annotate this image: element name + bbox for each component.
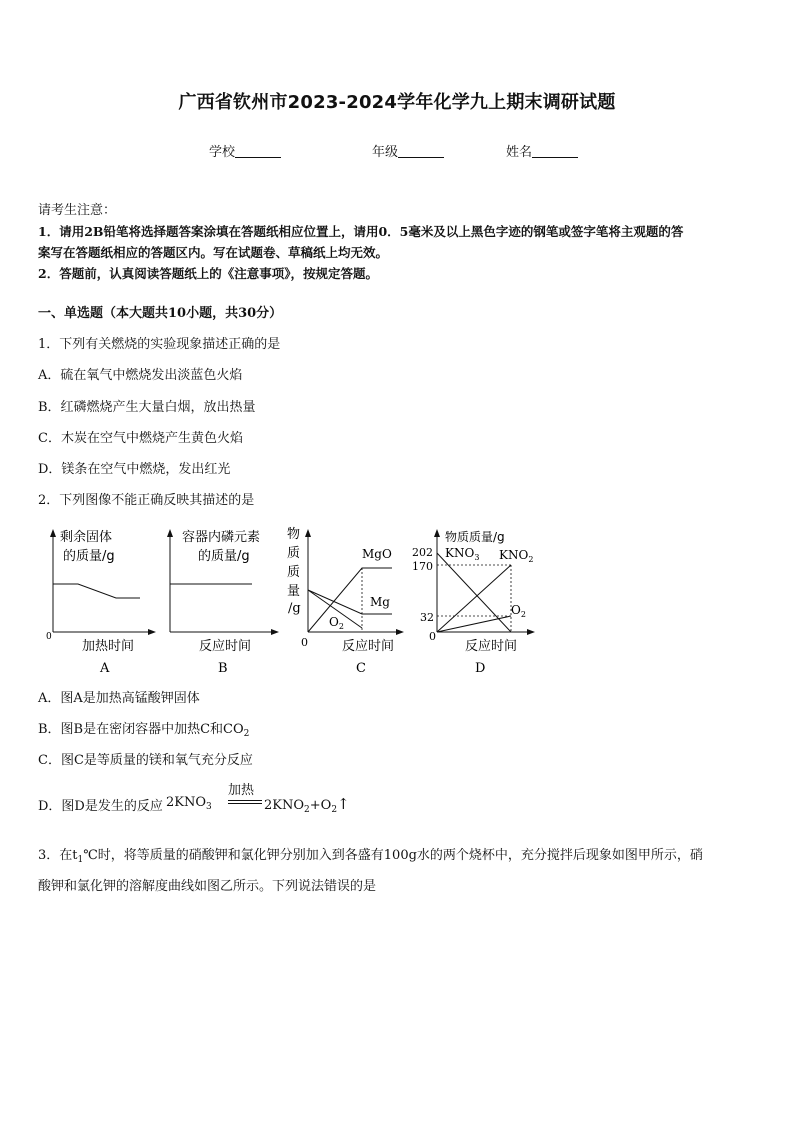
chart-a: [38, 520, 168, 680]
grade-blank[interactable]: [398, 145, 444, 158]
chart-c-xlabel: 反应时间: [342, 639, 395, 654]
q3-stem-line-2: 酸钾和氯化钾的溶解度曲线如图乙所示。下列说法错误的是: [38, 879, 377, 894]
chart-b-y-arrow: [167, 529, 173, 537]
chart-b: [155, 520, 285, 680]
q2-option-c[interactable]: C．图C是等质量的镁和氧气充分反应: [38, 753, 253, 768]
chart-a-ylabel-1: 剩余固体: [60, 530, 113, 545]
q2-option-b[interactable]: [38, 718, 249, 739]
school-blank[interactable]: [235, 145, 281, 158]
page-title: 广西省钦州市2023-2024学年化学九上期末调研试题: [178, 92, 616, 113]
chart-b-caption: B: [218, 661, 228, 676]
chart-d-o2-line: [437, 616, 511, 632]
chart-d-tick-32: 32: [420, 611, 434, 624]
chart-d-label-kno2: $KNO_2$: [499, 548, 534, 564]
chart-d-ylabel: 物质质量/g: [445, 530, 505, 544]
chart-d-label-kno3: $KNO_3$: [445, 546, 480, 562]
chart-a-ylabel-2: 的质量/g: [63, 549, 115, 564]
chart-a-caption: A: [100, 661, 110, 676]
q1-option-a[interactable]: A．硫在氧气中燃烧发出淡蓝色火焰: [38, 368, 243, 383]
q2-option-b-text: B．图B是在密闭容器中加热C和CO: [38, 722, 244, 737]
chart-a-y-arrow: [50, 529, 56, 537]
chart-c-ylabel-4: /g: [288, 601, 301, 616]
chart-c-ylabel-2: 质: [287, 565, 301, 580]
chart-d-y-arrow: [434, 529, 440, 537]
q2-option-d-equals: [228, 800, 262, 804]
section-heading: 一、单选题（本大题共10小题，共30分）: [38, 306, 283, 321]
name-blank[interactable]: [532, 145, 578, 158]
name-field[interactable]: [506, 141, 578, 160]
school-field[interactable]: [209, 141, 281, 160]
q3-stem-line-1: 3．在$t_1℃$时，将等质量的硝酸钾和氯化钾分别加入到各盛有100g水的两个烧杯中，充分搅拌后现象如图甲所示，硝: [38, 848, 703, 865]
q2-option-d-condition: 加热: [228, 783, 255, 798]
chart-c-caption: C: [356, 661, 366, 676]
chart-c-label-mg: Mg: [370, 595, 390, 609]
notice-heading: 请考生注意：: [38, 203, 117, 218]
school-label: 学校: [209, 145, 236, 160]
chart-c-ylabel-3: 量: [287, 584, 301, 599]
chart-d-tick-202: 202: [412, 546, 433, 559]
q2-option-d-product: $2KNO_2+O_2↑$: [264, 795, 350, 815]
chart-c-y-arrow: [305, 529, 311, 537]
q1-option-b[interactable]: B．红磷燃烧产生大量白烟，放出热量: [38, 400, 256, 415]
chart-c-label-o2: $O_2$: [329, 615, 344, 631]
chart-d-origin: 0: [429, 630, 436, 643]
chart-b-xlabel: 反应时间: [199, 639, 252, 654]
q2-option-a[interactable]: A．图A是加热高锰酸钾固体: [38, 691, 200, 706]
q1-stem: 1．下列有关燃烧的实验现象描述正确的是: [38, 337, 281, 352]
chart-b-ylabel-2: 的质量/g: [198, 549, 250, 564]
q2-option-d-reactant: $2KNO_3$: [166, 795, 212, 812]
grade-label: 年级: [372, 145, 399, 160]
q2-option-d-text: D．图D是发生的反应: [38, 799, 163, 814]
chart-d: [405, 520, 545, 680]
notice-line-1a: 1．请用2B铅笔将选择题答案涂填在答题纸相应位置上，请用0．5毫米及以上黑色字迹的钢笔或签字笔将主观题的答: [38, 224, 684, 239]
chart-d-tick-170: 170: [412, 560, 433, 573]
chart-c-label-mgo: MgO: [362, 547, 392, 561]
chart-d-kno2-line: [437, 565, 511, 632]
chart-b-x-arrow: [271, 629, 279, 635]
chart-c: [280, 520, 405, 680]
chart-c-origin: 0: [301, 636, 308, 649]
q2-option-b-sub: 2: [243, 729, 250, 739]
grade-field[interactable]: [372, 141, 444, 160]
chart-d-x-arrow: [527, 629, 535, 635]
chart-a-curve: [53, 584, 140, 598]
chart-a-origin: 0: [46, 632, 52, 642]
chart-d-caption: D: [475, 661, 486, 676]
q2-stem: 2．下列图像不能正确反映其描述的是: [38, 493, 255, 508]
chart-d-label-o2: $O_2$: [511, 603, 526, 619]
q1-option-d[interactable]: D．镁条在空气中燃烧，发出红光: [38, 462, 231, 477]
notice-line-1b: 案写在答题纸相应的答题区内。写在试题卷、草稿纸上均无效。: [38, 245, 389, 260]
notice-line-2: 2．答题前，认真阅读答题纸上的《注意事项》，按规定答题。: [38, 266, 378, 281]
chart-c-x-arrow: [396, 629, 404, 635]
chart-c-ylabel-0: 物: [287, 527, 301, 542]
name-label: 姓名: [506, 145, 533, 160]
q1-option-c[interactable]: C．木炭在空气中燃烧产生黄色火焰: [38, 431, 243, 446]
chart-b-ylabel-1: 容器内磷元素: [182, 530, 261, 545]
chart-d-xlabel: 反应时间: [465, 639, 518, 654]
chart-a-xlabel: 加热时间: [82, 639, 135, 654]
chart-c-ylabel-1: 质: [287, 546, 301, 561]
